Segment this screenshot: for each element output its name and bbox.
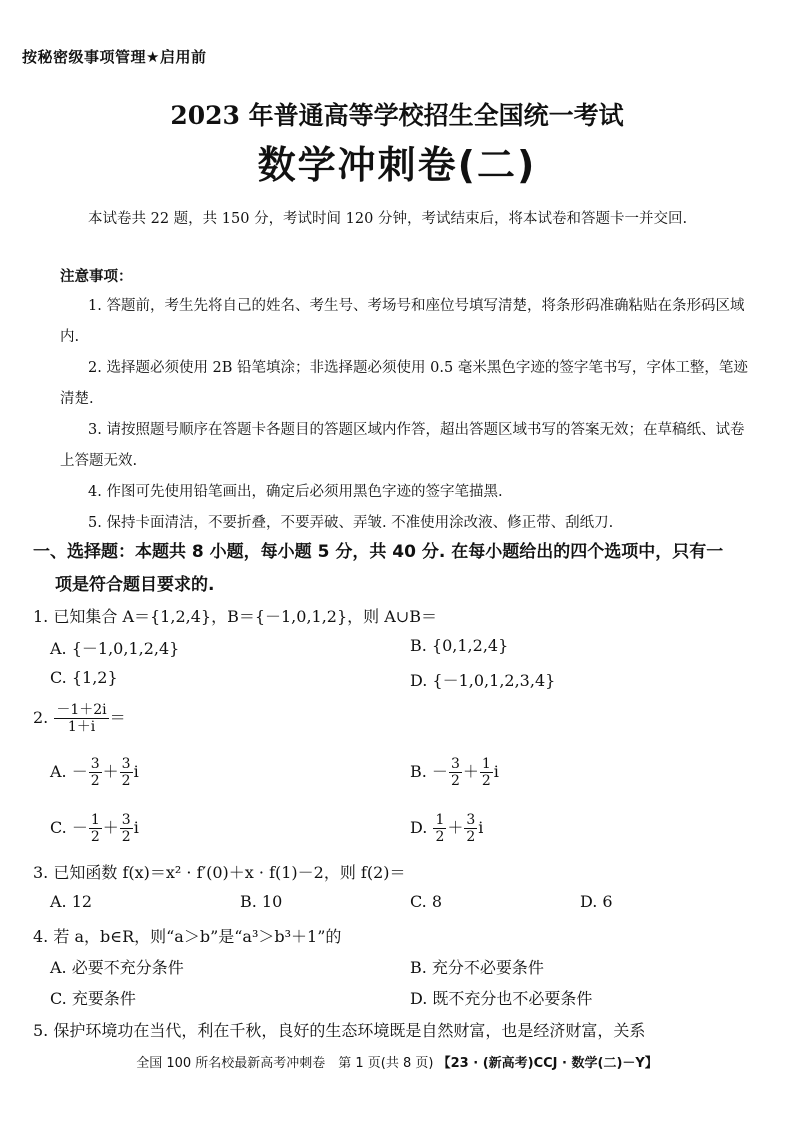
q1-option-b: B. {0,1,2,4} (410, 636, 509, 655)
question-4-stem: 4. 若 a，b∈R，则“a＞b”是“a³＞b³＋1”的 (33, 927, 342, 946)
denominator: 2 (481, 773, 491, 789)
numerator: 3 (90, 756, 100, 772)
numerator: 1 (90, 812, 100, 828)
q4-option-a: A. 必要不充分条件 (50, 958, 184, 977)
page-footer (0, 1052, 794, 1071)
q1-option-d: D. {－1,0,1,2,3,4} (410, 671, 556, 690)
denominator: 2 (90, 773, 100, 789)
q2-option-a (50, 756, 139, 789)
q1-option-a: A. {－1,0,1,2,4} (50, 639, 180, 658)
footer-left: 全国 100 所名校最新高考冲刺卷 第 1 页(共 8 页) (136, 1056, 434, 1071)
denominator: 2 (121, 829, 131, 845)
denominator: 2 (435, 829, 445, 845)
confidential-label: 按秘密级事项管理★启用前 (22, 48, 207, 66)
q2-numerator: －1＋2i (56, 702, 107, 718)
q3-option-d: D. 6 (580, 892, 613, 911)
question-5-stem: 5. 保护环境功在当代，利在千秋，良好的生态环境既是自然财富，也是经济财富，关系 (33, 1021, 646, 1040)
imaginary-unit: i (133, 818, 139, 837)
imaginary-unit: i (133, 762, 139, 781)
q2-option-b (410, 756, 499, 789)
note-item: 1. 答题前，考生先将自己的姓名、考生号、考场号和座位号填写清楚，将条形码准确粘贴在条形码区域内. (60, 298, 745, 345)
q2-denominator: 1＋i (67, 719, 96, 735)
q2-option-c (50, 812, 139, 845)
note-item: 5. 保持卡面清洁，不要折叠，不要弄破、弄皱. 不准使用涂改液、修正带、刮纸刀. (88, 515, 614, 531)
footer-right: 【23 · (新高考)CCJ · 数学(二)－Y】 (437, 1056, 658, 1071)
q3-option-c: C. 8 (410, 892, 443, 911)
section-heading-line2: 项是符合题目要求的. (55, 575, 215, 595)
plus-sign: ＋ (102, 762, 119, 781)
q4-option-c: C. 充要条件 (50, 989, 136, 1008)
notes-title: 注意事项： (60, 268, 133, 285)
q3-option-b: B. 10 (240, 892, 283, 911)
denominator: 2 (121, 773, 131, 789)
numerator: 1 (435, 812, 445, 828)
note-item: 4. 作图可先使用铅笔画出，确定后必须用黑色字迹的签字笔描黑. (88, 484, 503, 500)
intro-paragraph: 本试卷共 22 题，共 150 分，考试时间 120 分钟，考试结束后，将本试卷和答题卡一并交回. (88, 211, 688, 227)
fraction (89, 756, 102, 789)
option-label: C. － (50, 818, 88, 837)
numerator: 1 (481, 756, 491, 772)
plus-sign: ＋ (102, 818, 119, 837)
fraction (480, 756, 493, 789)
exam-title: 2023 年普通高等学校招生全国统一考试 (170, 101, 624, 130)
fraction (120, 756, 133, 789)
question-3-stem: 3. 已知函数 f(x)＝x² · f′(0)＋x · f(1)－2，则 f(2)＝ (33, 863, 406, 882)
option-label: A. － (50, 762, 88, 781)
q2-number: 2. (33, 708, 49, 727)
plus-sign: ＋ (462, 762, 479, 781)
q2-fraction (54, 702, 108, 735)
option-label: B. － (410, 762, 448, 781)
fraction (433, 812, 446, 845)
numerator: 3 (121, 756, 131, 772)
numerator: 3 (450, 756, 460, 772)
plus-sign: ＋ (447, 818, 464, 837)
numerator: 3 (121, 812, 131, 828)
q4-option-b: B. 充分不必要条件 (410, 958, 544, 977)
fraction (464, 812, 477, 845)
imaginary-unit: i (493, 762, 499, 781)
q3-option-a: A. 12 (50, 892, 93, 911)
fraction (120, 812, 133, 845)
section-heading-line1: 一、选择题：本题共 8 小题，每小题 5 分，共 40 分. 在每小题给出的四个选项中，只有一 (33, 542, 724, 562)
fraction (89, 812, 102, 845)
fraction (449, 756, 462, 789)
q1-option-c: C. {1,2} (50, 668, 118, 687)
note-item: 3. 请按照题号顺序在答题卡各题目的答题区域内作答，超出答题区域书写的答案无效；在草稿纸、试卷上答题无效. (60, 422, 745, 469)
note-item: 2. 选择题必须使用 2B 铅笔填涂；非选择题必须使用 0.5 毫米黑色字迹的签字笔书写，字体工整，笔迹清楚. (60, 360, 748, 407)
q2-equals: ＝ (109, 708, 126, 727)
numerator: 3 (466, 812, 476, 828)
imaginary-unit: i (478, 818, 484, 837)
paper-title: 数学冲刺卷(二) (257, 143, 537, 187)
denominator: 2 (90, 829, 100, 845)
q4-option-d: D. 既不充分也不必要条件 (410, 989, 593, 1008)
option-label: D. (410, 818, 433, 837)
question-1-stem: 1. 已知集合 A＝{1,2,4}，B＝{－1,0,1,2}，则 A∪B＝ (33, 607, 437, 626)
section-heading (33, 536, 753, 602)
q2-option-d (410, 812, 483, 845)
denominator: 2 (450, 773, 460, 789)
denominator: 2 (466, 829, 476, 845)
question-2-stem (33, 702, 126, 735)
